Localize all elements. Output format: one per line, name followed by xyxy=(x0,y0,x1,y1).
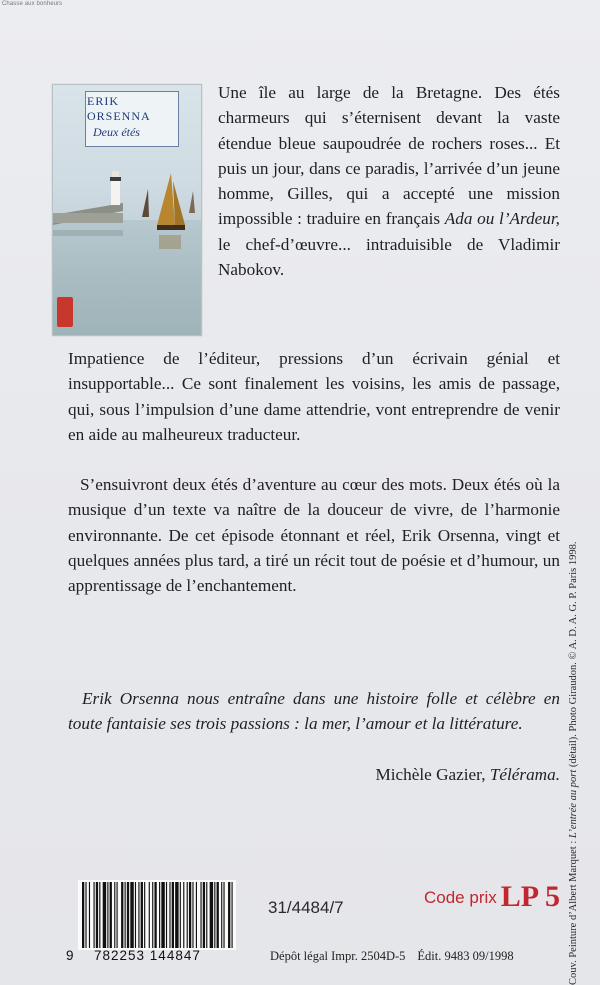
barcode-bar xyxy=(82,882,84,948)
price-code-value: LP 5 xyxy=(500,880,560,913)
barcode-bar xyxy=(127,882,129,948)
blurb-intro-end: le chef-d’œuvre... intraduisible de Vladimir Nabokov. xyxy=(218,234,560,280)
barcode-bar xyxy=(152,882,153,948)
barcode-bar xyxy=(159,882,160,948)
review-attribution xyxy=(300,762,560,787)
review-quote: Erik Orsenna nous entraîne dans une histoire folle et célèbre en toute fantaisie ses trois passions : la mer, l’amour et la littérature. xyxy=(68,689,560,734)
barcode-bar xyxy=(196,882,197,948)
cover-thumbnail xyxy=(52,84,202,336)
cover-title: Deux étés xyxy=(93,125,140,139)
barcode-bar xyxy=(161,882,164,948)
watermark: Chasse aux bonheurs xyxy=(2,1,63,7)
credit-painting-title: L’entrée au port xyxy=(568,769,579,839)
reference-number: 31/4484/7 xyxy=(268,898,344,917)
credit-text: Couv. Peinture d’Albert Marquet : xyxy=(568,838,579,985)
barcode-bar xyxy=(232,882,233,948)
barcode-bar xyxy=(175,882,178,948)
barcode-bar xyxy=(200,882,201,948)
publisher-logo xyxy=(57,297,73,327)
barcode-bar xyxy=(172,882,174,948)
barcode-bar xyxy=(110,882,112,948)
barcode-bars xyxy=(78,880,236,950)
cover-author: ERIK ORSENNA xyxy=(87,94,151,123)
barcode-bar xyxy=(189,882,191,948)
barcode-bar xyxy=(210,882,213,948)
barcode-bar xyxy=(138,882,139,948)
review-author: Michèle Gazier, xyxy=(375,765,486,784)
barcode-bar xyxy=(130,882,133,948)
barcode-bar xyxy=(89,882,90,948)
barcode-bar xyxy=(107,882,108,948)
barcode-bar xyxy=(187,882,188,948)
blurb-book-title: Ada ou l’Ardeur, xyxy=(444,209,560,229)
barcode-bar xyxy=(144,882,145,948)
barcode-bar xyxy=(121,882,123,948)
barcode-bar xyxy=(103,882,106,948)
barcode-bar xyxy=(149,882,150,948)
barcode-bar xyxy=(94,882,95,948)
barcode-bar xyxy=(214,882,215,948)
barcode-first-digit: 9 xyxy=(66,948,75,963)
barcode-bar xyxy=(221,882,222,948)
barcode-digits: 782253 144847 xyxy=(94,948,201,963)
barcode-bar xyxy=(180,882,181,948)
barcode-bar xyxy=(228,882,230,948)
barcode-bar xyxy=(154,882,156,948)
barcode-bar xyxy=(206,882,207,948)
barcode-bar xyxy=(96,882,98,948)
edition-number: Édit. 9483 09/1998 xyxy=(417,949,514,963)
barcode xyxy=(78,880,236,950)
barcode-bar xyxy=(135,882,136,948)
legal-deposit: Dépôt légal Impr. 2504D-5 xyxy=(270,949,406,963)
barcode-bar xyxy=(217,882,219,948)
blurb-paragraph-3: S’ensuivront deux étés d’aventure au cœur des mots. Deux étés où la musique d’un texte va naître de la douceur de vivre, de l’harmonie environnante. De cet épisode étonnant et réel, Erik Orsenna, vingt et quelques années plus tard, a tiré un récit tout de poésie et d’humour, un apprentissage de l’enchantement. xyxy=(68,475,560,596)
blurb-intro-text: Une île au large de la Bretagne. Des étés charmeurs qui s’éternisent devant la vaste étendue bleue saupoudrée de rochers roses... Et puis un jour, dans ce paradis, l’arrivée d’un jeune homme, Gilles, qui a accepté une mission impossible : traduire en français xyxy=(218,83,560,229)
blurb-intro xyxy=(218,80,560,282)
barcode-bar xyxy=(169,882,170,948)
barcode-bar xyxy=(125,882,126,948)
legal-info xyxy=(270,949,570,964)
price-code xyxy=(424,880,560,914)
barcode-bar xyxy=(99,882,100,948)
barcode-bar xyxy=(114,882,115,948)
barcode-bar xyxy=(223,882,224,948)
cover-credit xyxy=(568,541,579,985)
price-label: Code prix xyxy=(424,888,497,907)
blurb-paragraph-2: Impatience de l’éditeur, pressions d’un écrivain génial et insupportable... Ce sont finalement les voisins, les amis de passage, qui, sous l’impulsion d’une dame attendrie, vont entreprendre de venir en aide au malheureux traducteur. xyxy=(68,349,560,444)
barcode-bar xyxy=(85,882,86,948)
barcode-bar xyxy=(203,882,205,948)
barcode-bar xyxy=(117,882,118,948)
barcode-bar xyxy=(141,882,143,948)
barcode-bar xyxy=(166,882,167,948)
credit-text-end: (détail). Photo Giraudon. © A. D. A. G. P. Paris 1998. xyxy=(568,541,579,770)
barcode-bar xyxy=(183,882,184,948)
barcode-bar xyxy=(192,882,193,948)
review-source: Télérama. xyxy=(489,765,560,784)
